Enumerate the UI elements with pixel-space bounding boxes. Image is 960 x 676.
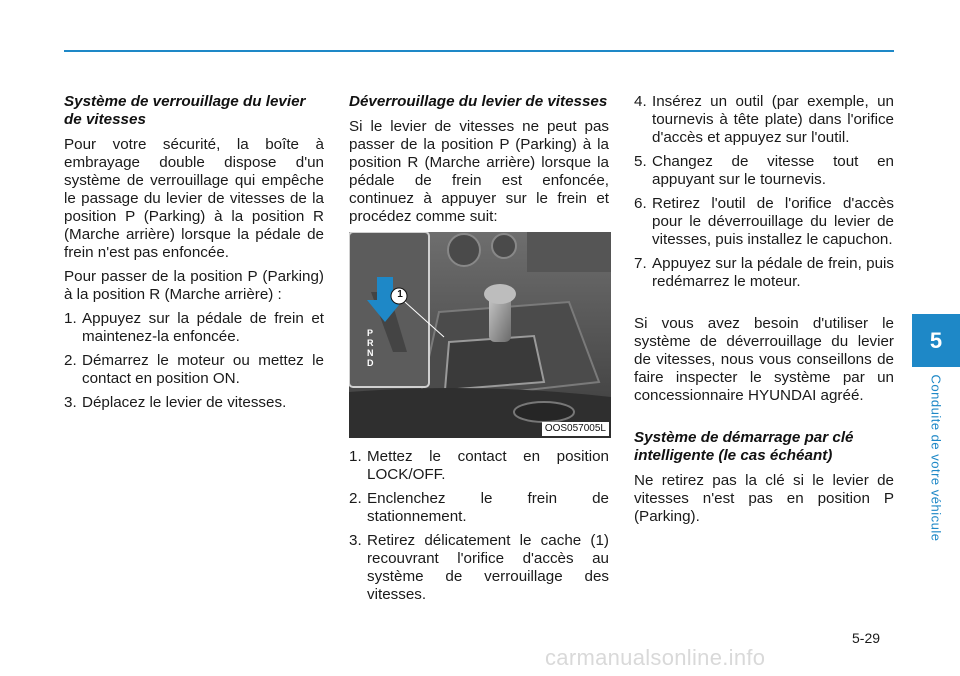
list-item [634, 255, 894, 291]
paragraph: Ne retirez pas la clé si le levier de vitesses n'est pas en position P (Parking). [634, 472, 894, 525]
list-item [634, 93, 894, 147]
watermark: carmanualsonline.info [545, 645, 766, 670]
console-illustration [349, 232, 611, 438]
step-number: 1. [64, 310, 77, 327]
step-text: Changez de vitesse tout en appuyant sur le tournevis. [652, 153, 894, 188]
chapter-title-vertical [924, 370, 948, 545]
step-number: 6. [634, 195, 647, 212]
list-item [349, 532, 609, 604]
spacer [634, 411, 894, 429]
step-text: Appuyez sur la pédale de frein, puis redémarrez le moteur. [652, 255, 894, 290]
list-item [64, 352, 324, 388]
list-item [64, 394, 324, 412]
steps-list [349, 448, 609, 604]
column-3 [634, 93, 894, 532]
callout-number: 1 [397, 289, 403, 300]
page-number: 5-29 [852, 630, 881, 646]
chapter-tab [912, 314, 960, 367]
step-text: Appuyez sur la pédale de frein et maintenez-la enfoncée. [82, 310, 324, 345]
chapter-title: Conduite de votre véhicule [928, 374, 944, 541]
chapter-number: 5 [929, 327, 943, 353]
step-number: 3. [349, 532, 362, 549]
steps-list [634, 93, 894, 291]
step-number: 3. [64, 394, 77, 411]
section-heading-shift-lock: Système de verrouillage du levier de vitesses [64, 93, 306, 128]
gear-lever-photo [349, 232, 611, 438]
section-heading-shift-release: Déverrouillage du levier de vitesses [349, 93, 608, 110]
step-number: 2. [64, 352, 77, 369]
step-number: 5. [634, 153, 647, 170]
list-item [634, 153, 894, 189]
step-text: Mettez le contact en position LOCK/OFF. [367, 448, 609, 483]
step-number: 1. [349, 448, 362, 465]
step-number: 2. [349, 490, 362, 507]
paragraph: Pour passer de la position P (Parking) à la position R (Marche arrière) : [64, 268, 324, 303]
list-item [349, 448, 609, 484]
step-text: Retirez l'outil de l'orifice d'accès pour le déverrouillage du levier de vitesses, puis installez le capuchon. [652, 195, 894, 248]
top-rule [64, 50, 894, 52]
step-text: Démarrez le moteur ou mettez le contact en position ON. [82, 352, 324, 387]
list-item [634, 195, 894, 249]
paragraph: Si vous avez besoin d'utiliser le système de déverrouillage du levier de vitesses, nous vous conseillons de faire inspecter le système par un concessionnaire HYUNDAI agréé. [634, 315, 894, 404]
section-heading-smart-key: Système de démarrage par clé intelligente (le cas échéant) [634, 429, 854, 464]
list-item [64, 310, 324, 346]
paragraph: Si le levier de vitesses ne peut pas passer de la position P (Parking) à la position R (Marche arrière) lorsque la pédale de frein est enfoncée, continuez à appuyer sur le frein et procédez comme suit: [349, 118, 609, 225]
gear-letters: P R N D [367, 328, 374, 368]
step-text: Insérez un outil (par exemple, un tournevis à tête plate) dans l'orifice d'accès et appuyez sur l'outil. [652, 93, 894, 146]
step-text: Déplacez le levier de vitesses. [82, 394, 287, 411]
list-item [349, 490, 609, 526]
steps-list [64, 310, 324, 412]
image-caption: OOS057005L [542, 422, 609, 436]
spacer [634, 297, 894, 315]
column-1 [64, 93, 324, 418]
paragraph: Pour votre sécurité, la boîte à embrayage double dispose d'un système de verrouillage qui empêche le passage du levier de vitesses de la position P (Parking) à la position R (Marche arrière) lorsque la pédale de frein n'est pas enfoncée. [64, 136, 324, 261]
step-text: Enclenchez le frein de stationnement. [367, 490, 609, 525]
step-text: Retirez délicatement le cache (1) recouvrant l'orifice d'accès au système de verrouillage des vitesses. [367, 532, 609, 603]
column-2 [349, 93, 609, 610]
step-number: 4. [634, 93, 647, 110]
step-number: 7. [634, 255, 647, 272]
